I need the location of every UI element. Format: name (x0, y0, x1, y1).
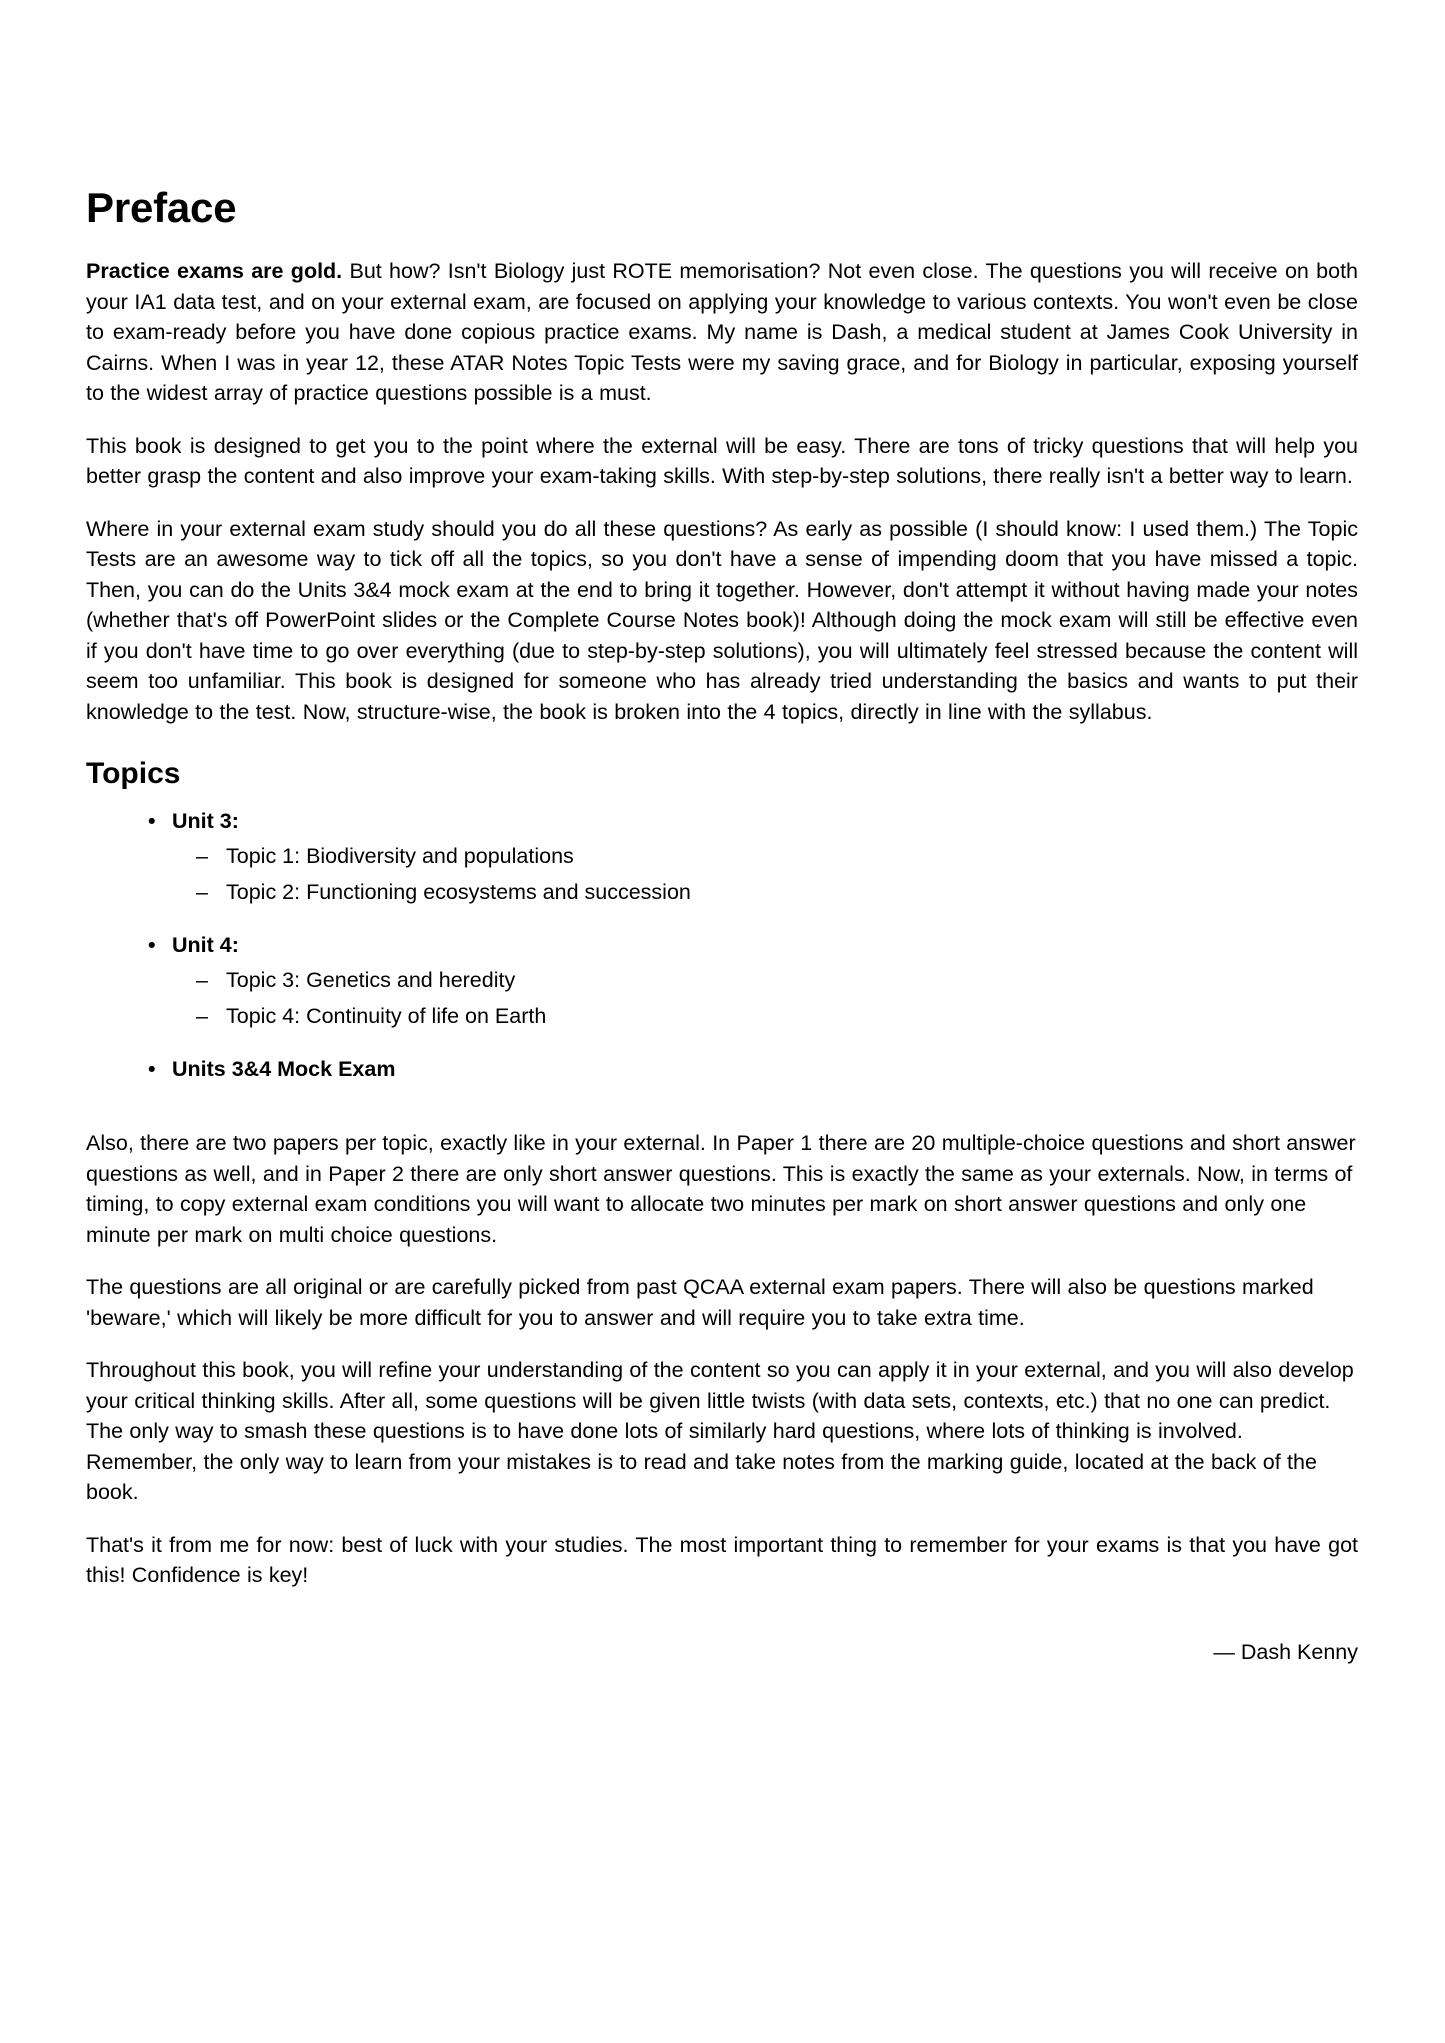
list-item-label: Topic 2: Functioning ecosystems and succession (226, 880, 691, 905)
bullet-icon: • (148, 809, 156, 834)
paragraph-book-design: This book is designed to get you to the point where the external will be easy. There are tons of tricky questions that will help you better grasp the content and also improve your exam-taking skills. With step-by-step solutions, there really isn't a better way to learn. (86, 433, 1358, 489)
topics-group-unit3 (144, 804, 1358, 910)
paragraph-intro (86, 256, 1358, 409)
topics-group-label: Units 3&4 Mock Exam (172, 1057, 396, 1082)
list-spacer (86, 1092, 1358, 1128)
list-item (196, 962, 1358, 998)
topics-group-label-row (144, 804, 1358, 838)
bullet-icon: • (148, 1057, 156, 1082)
dash-icon: – (196, 968, 208, 993)
author-signature: — Dash Kenny (1213, 1639, 1358, 1664)
topics-group-label: Unit 3: (172, 809, 239, 834)
paragraph-intro-lead: Practice exams are gold. (86, 259, 343, 284)
topics-group-label: Unit 4: (172, 933, 239, 958)
dash-icon: – (196, 880, 208, 905)
list-item (196, 874, 1358, 910)
bullet-icon: • (148, 933, 156, 958)
topics-sub-list-unit4 (144, 962, 1358, 1034)
dash-icon: – (196, 1004, 208, 1029)
paragraph-critical-thinking: Throughout this book, you will refine your understanding of the content so you can apply it in your external, and you will also develop your critical thinking skills. After all, some questions will be given little twists (with data sets, contexts, etc.) that no one can predict. The only way to smash these questions is to have done lots of similarly hard questions, where lots of thinking is involved. Remember, the only way to learn from your mistakes is to read and take notes from the marking guide, located at the back of the book. (86, 1358, 1354, 1505)
dash-icon: – (196, 844, 208, 869)
list-item (196, 838, 1358, 874)
list-item-label: Topic 3: Genetics and heredity (226, 968, 516, 993)
paragraph-question-sources: The questions are all original or are carefully picked from past QCAA external exam papers. There will also be questions marked 'beware,' which will likely be more difficult for you to answer and will require you to take extra time. (86, 1275, 1314, 1330)
topics-group-label-row (144, 1052, 1358, 1086)
paragraph-intro-body: But how? Isn't Biology just ROTE memorisation? Not even close. The questions you will receive on both your IA1 data test, and on your external exam, are focused on applying your knowledge to various contexts. You won't even be close to exam-ready before you have done copious practice exams. My name is Dash, a medical student at James Cook University in Cairns. When I was in year 12, these ATAR Notes Topic Tests were my saving grace, and for Biology in particular, exposing yourself to the widest array of practice questions possible is a must. (86, 259, 1359, 406)
list-item (196, 998, 1358, 1034)
document-content (86, 186, 1358, 1667)
topics-group-mock-exam (144, 1052, 1358, 1086)
topics-list (86, 804, 1358, 1086)
paragraph-papers: Also, there are two papers per topic, exactly like in your external. In Paper 1 there are 20 multiple-choice questions and short answer questions as well, and in Paper 2 there are only short answer questions. This is exactly the same as your externals. Now, in terms of timing, to copy external exam conditions you will want to allocate two minutes per mark on short answer questions and only one minute per mark on multi choice questions. (86, 1131, 1356, 1247)
section-title-topics: Topics (86, 757, 181, 791)
page-title: Preface (86, 184, 237, 231)
topics-group-label-row (144, 928, 1358, 962)
topics-sub-list-unit3 (144, 838, 1358, 910)
paragraph-closing: That's it from me for now: best of luck with your studies. The most important thing to remember for your exams is that you have got this! Confidence is key! (86, 1532, 1358, 1588)
list-item-label: Topic 4: Continuity of life on Earth (226, 1004, 547, 1029)
topics-group-unit4 (144, 928, 1358, 1034)
list-item-label: Topic 1: Biodiversity and populations (226, 844, 574, 869)
paragraph-study-plan: Where in your external exam study should you do all these questions? As early as possible (I should know: I used them.) The Topic Tests are an awesome way to tick off all the topics, so you don't have a sense of impending doom that you have missed a topic. Then, you can do the Units 3&4 mock exam at the end to bring it together. However, don't attempt it without having made your notes (whether that's off PowerPoint slides or the Complete Course Notes book)! Although doing the mock exam will still be effective even if you don't have time to go over everything (due to step-by-step solutions), you will ultimately feel stressed because the content will seem too unfamiliar. This book is designed for someone who has already tried understanding the basics and wants to put their knowledge to the test. Now, structure-wise, the book is broken into the 4 topics, directly in line with the syllabus. (86, 516, 1358, 724)
